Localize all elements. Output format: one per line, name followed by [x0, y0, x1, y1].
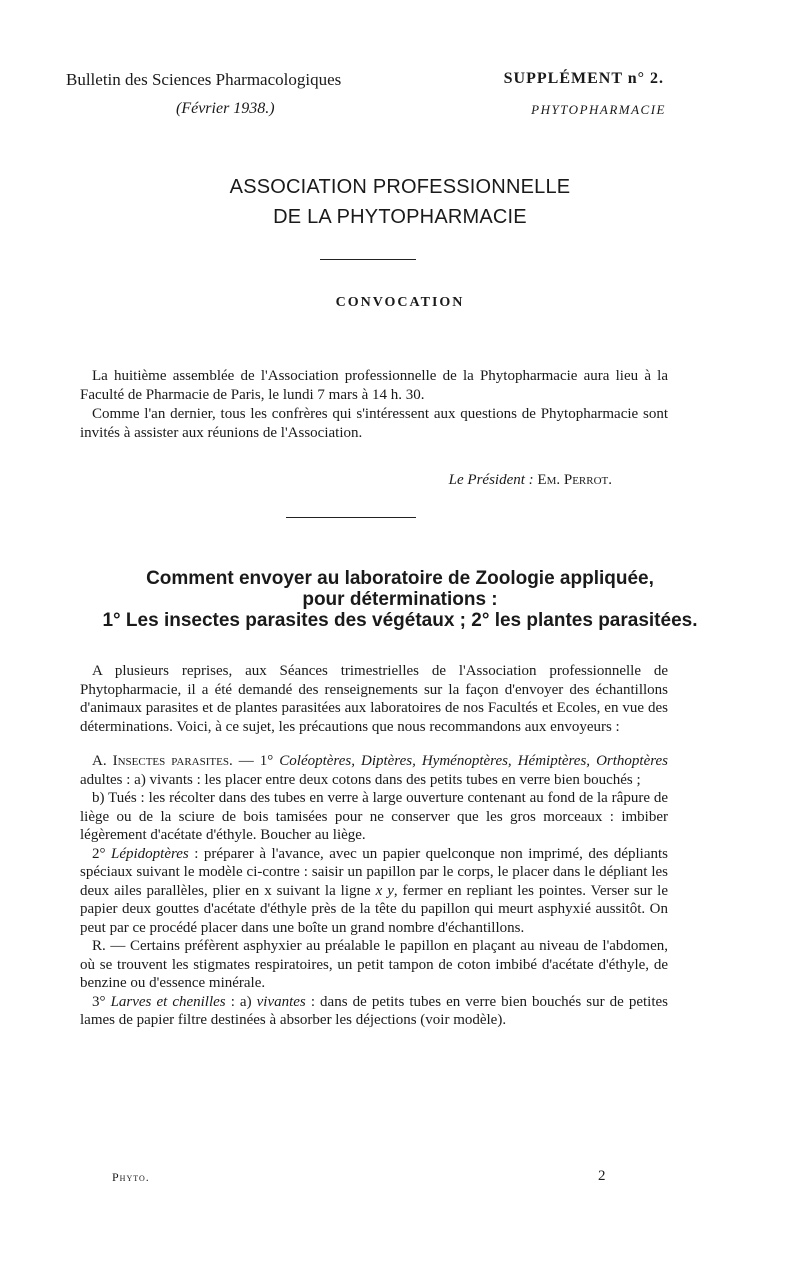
supplement-number: SUPPLÉMENT n° 2.	[503, 70, 664, 87]
article-title-line3: 1° Les insectes parasites des végétaux ; 2° les plantes parasitées.	[102, 610, 698, 631]
article-title-line2: pour déterminations :	[302, 589, 498, 610]
article-intro: A plusieurs reprises, aux Séances trimestrielles de l'Association professionnelle de Phytopharmacie, il a été demandé des renseignements sur la façon d'envoyer des échantillons d'animaux parasites et de plantes parasitées aux laboratoires de nos Facultés et Ecoles, en vue des déterminations. Voici, à ce sujet, les précautions que nous recommandons aux envoyeurs :	[80, 663, 668, 735]
item-2-label: Lépidoptères	[111, 845, 189, 862]
journal-title: Bulletin des Sciences Pharmacologiques	[66, 70, 342, 89]
issue-date: (Février 1938.)	[176, 100, 275, 117]
section-a: A. Insectes parasites. — 1° Coléoptères, Diptères, Hyménoptères, Hémiptères, Orthoptères adultes : a) vivants : les placer entre deux cotons dans des petits tubes en verre bien bouchés ;	[80, 753, 669, 788]
signature-name: Em. Perrot.	[537, 472, 612, 488]
footer-label: Phyto.	[112, 1170, 150, 1184]
section-name: PHYTOPHARMACIE	[531, 102, 666, 117]
divider-rule-2	[286, 517, 416, 518]
article-body	[80, 662, 668, 1030]
insect-orders: Coléoptères, Diptères, Hyménoptères, Hémiptères, Orthoptères	[279, 753, 669, 769]
item-b: b) Tués : les récolter dans des tubes en verre à large ouverture contenant au fond de la râpure de liège ou de la sciure de bois tamisées pour ne conserver que les gros morceaux : imbiber légèrement d'acétate d'éthyle. Boucher au liège.	[80, 790, 668, 843]
item-3-label: Larves et chenilles	[110, 993, 226, 1010]
section-a-label: A. Insectes parasites.	[92, 753, 233, 769]
convocation-paragraph-1: La huitième assemblée de l'Association professionnelle de la Phytopharmacie aura lieu à la Faculté de Pharmacie de Paris, le lundi 7 mars à 14 h. 30.	[80, 368, 668, 403]
article-title	[60, 568, 740, 631]
divider-rule	[320, 259, 416, 260]
convocation-heading: CONVOCATION	[335, 295, 465, 310]
convocation-text	[80, 367, 668, 443]
item-2: 2° Lépidoptères : préparer à l'avance, avec un papier quelconque non imprimé, des dépliants spéciaux suivant le modèle ci-contre : saisir un papillon par le corps, le placer dans le dépliant les deux ailes parallèles, plier en x suivant la ligne x y, fermer en repliant les pointes. Verser sur le papier deux gouttes d'acétate d'éthyle près de la tête du papillon qui meurt asphyxié aussitôt. On peut par ce procédé placer dans une boîte un grand nombre d'échantillons.	[80, 845, 669, 936]
remark: R. — Certains préfèrent asphyxier au préalable le papillon en plaçant au niveau de l'abdomen, où se trouvent les stigmates respiratoires, un petit tampon de coton imbibé d'acétate d'éthyle, de benzine ou d'essence minérale.	[80, 938, 668, 991]
signature-role: Le Président :	[448, 472, 534, 488]
association-title-line2: DE LA PHYTOPHARMACIE	[273, 206, 527, 228]
signature	[449, 472, 612, 489]
page-number: 2	[598, 1168, 606, 1184]
item-3: 3° Larves et chenilles : a) vivantes : dans de petits tubes en verre bien bouchés sur de petites lames de papier filtre destinées à absorber les déjections (voir modèle).	[80, 993, 668, 1028]
convocation-paragraph-2: Comme l'an dernier, tous les confrères qui s'intéressent aux questions de Phytopharmacie sont invités à assister aux réunions de l'Association.	[80, 406, 668, 441]
article-title-line1: Comment envoyer au laboratoire de Zoologie appliquée,	[146, 568, 654, 589]
association-title-line1: ASSOCIATION PROFESSIONNELLE	[229, 176, 571, 198]
